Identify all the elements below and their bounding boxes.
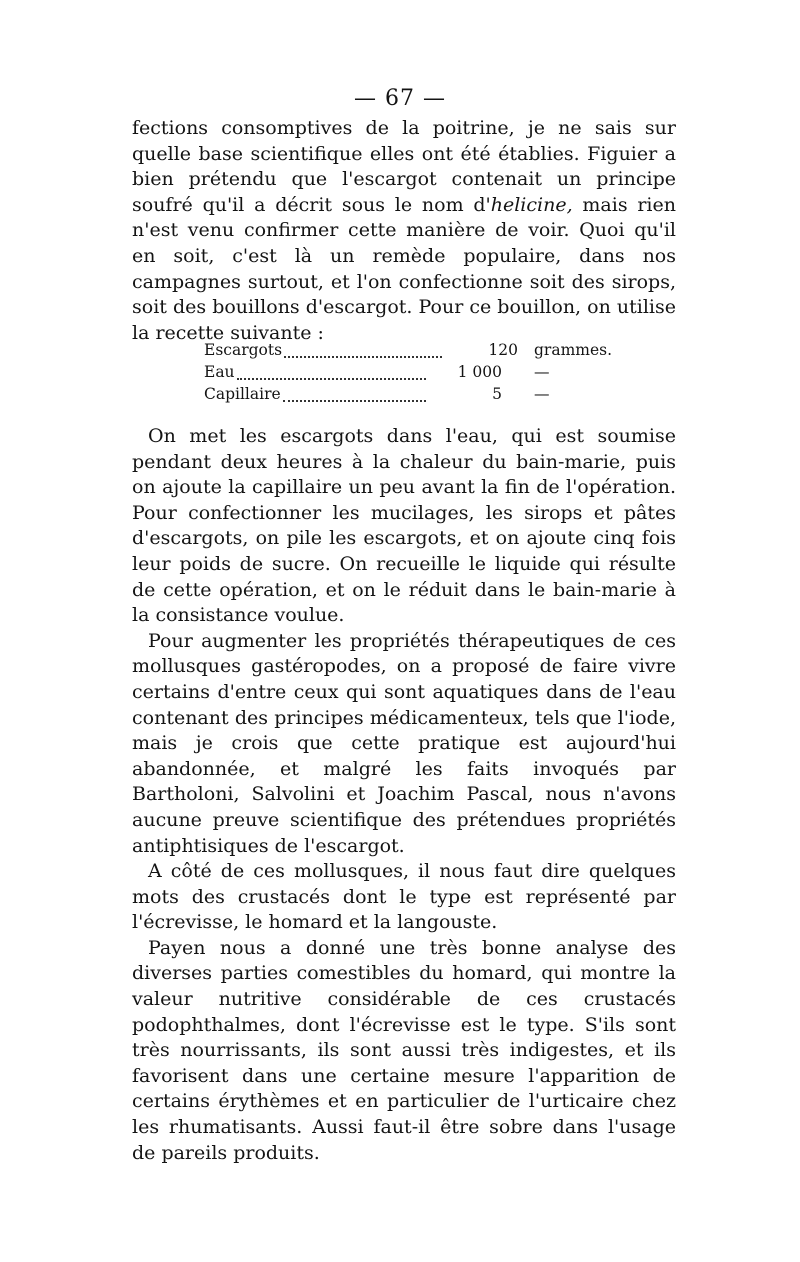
- recipe-row: [204, 384, 624, 406]
- italic-term: helicine,: [490, 193, 573, 216]
- recipe-unit: —: [534, 363, 550, 381]
- recipe-unit: grammes.: [534, 341, 613, 359]
- paragraph-payen-analysis: Payen nous a donné une très bonne analyse des diverses parties comestibles du homard, qui montre la valeur nutritive considérable de ces crustacés podophthalmes, dont l'écrevisse est le type. S'ils sont très nourrissants, ils sont aussi très indigestes, et ils favorisent dans une certaine mesure l'apparition de certains érythèmes et en particulier de l'urticaire chez les rhumatisants. Aussi faut-il être sobre dans l'usage de pareils produits.: [132, 936, 676, 1164]
- dot-leader: [237, 377, 426, 380]
- body-text-block: [132, 424, 676, 1166]
- paragraph-preparation: On met les escargots dans l'eau, qui est soumise pendant deux heures à la chaleur du bain-marie, puis on ajoute la capillaire un peu avant la fin de l'opération. Pour confectionner les mucilages, les sirops et pâtes d'escargots, on pile les escargots, et on ajoute cinq fois leur poids de sucre. On recueille le liquide qui résulte de cette opération, et on le réduit dans le bain-marie à la consistance voulue.: [132, 425, 676, 627]
- recipe-ingredient: Eau: [204, 363, 235, 381]
- paragraph-therapeutic: Pour augmenter les propriétés thérapeutiques de ces mollusques gastéropodes, on a proposé de faire vivre certains d'entre ceux qui sont aquatiques dans de l'eau contenant des principes médicamenteux, tels que l'iode, mais je crois que cette pratique est aujourd'hui abandonnée, et malgré les faits invoqués par Bartholoni, Salvolini et Joachim Pascal, nous n'avons aucune preuve scientifique des prétendues propriétés antiphtisiques de l'escargot.: [132, 629, 676, 857]
- paragraph-tail: mais rien n'est venu confirmer cette manière de voir. Quoi qu'il en soit, c'est là un remède populaire, dans nos campagnes surtout, et l'on confectionne soit des sirops, soit des bouillons d'escargot. Pour ce bouillon, on utilise la recette suivante :: [132, 193, 676, 344]
- recipe-ingredient: Escargots: [204, 341, 283, 359]
- paragraph-continued: [132, 116, 676, 346]
- recipe-unit: —: [534, 385, 550, 403]
- page-number: — 67 —: [354, 86, 446, 111]
- paragraph-lead: fections consomptives de la poitrine, je ne sais sur quelle base scientifique elles ont été établies. Figuier a bien prétendu que l'escargot contenait un principe soufré qu'il a décrit sous le nom d': [132, 117, 676, 216]
- recipe-quantity: 1 000: [457, 363, 502, 381]
- recipe-quantity: 5: [492, 385, 502, 403]
- recipe-row: [204, 362, 624, 384]
- recipe-row: [204, 340, 624, 362]
- recipe-ingredient: Capillaire: [204, 385, 281, 403]
- recipe-quantity: 120: [488, 341, 518, 359]
- paragraph-crustaceans: A côté de ces mollusques, il nous faut dire quelques mots des crustacés dont le type est représenté par l'écrevisse, le homard et la langouste.: [132, 860, 676, 934]
- dot-leader: [283, 399, 426, 402]
- dot-leader: [284, 355, 442, 358]
- opening-paragraph-block: [132, 116, 676, 346]
- recipe-table: [204, 340, 624, 406]
